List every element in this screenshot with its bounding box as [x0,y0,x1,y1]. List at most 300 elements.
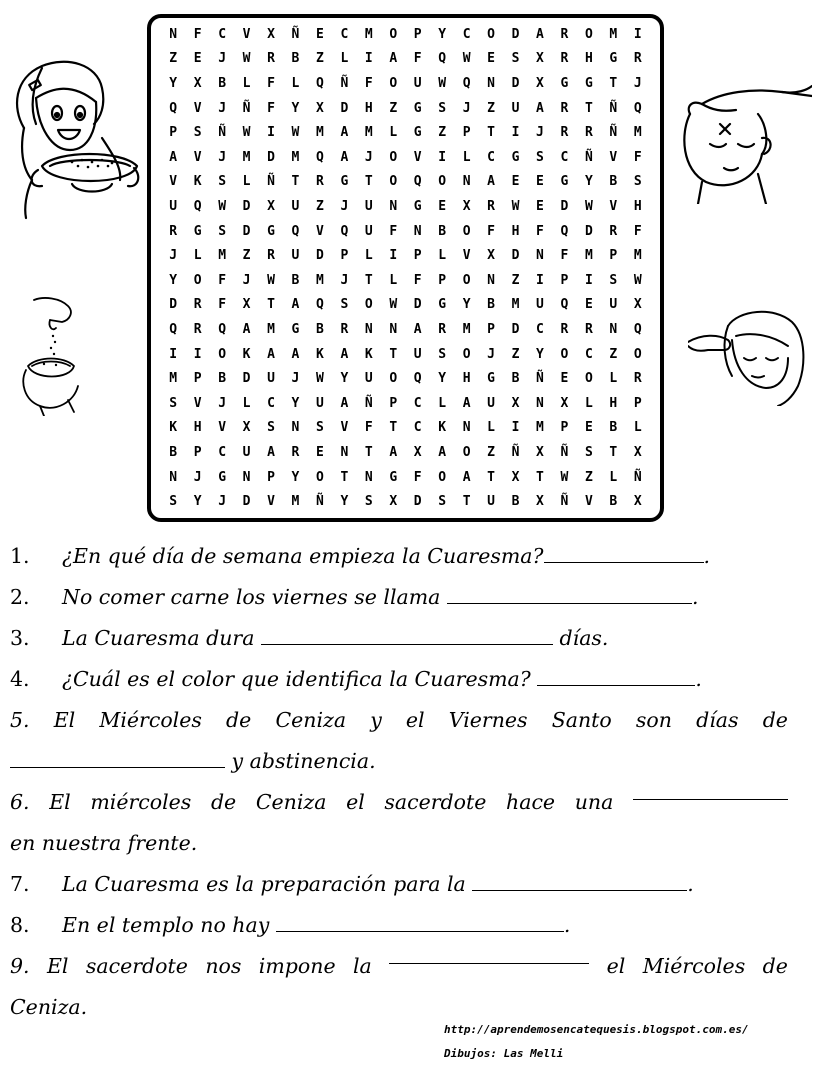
grid-letter[interactable]: V [193,100,202,116]
grid-letter[interactable]: Q [218,321,227,337]
grid-letter[interactable]: A [291,297,300,313]
grid-letter[interactable]: T [340,469,349,485]
grid-letter[interactable]: R [584,321,593,337]
grid-letter[interactable]: O [584,26,593,42]
grid-letter[interactable]: S [169,494,178,510]
grid-letter[interactable]: Ñ [291,26,300,42]
grid-letter[interactable]: D [511,75,520,91]
grid-letter[interactable]: Q [316,149,324,165]
grid-letter[interactable]: N [169,26,178,42]
grid-letter[interactable]: G [413,125,422,141]
grid-letter[interactable]: U [364,223,373,239]
grid-letter[interactable]: F [364,420,373,436]
grid-letter[interactable]: E [316,26,324,42]
grid-letter[interactable]: O [633,346,642,362]
grid-letter[interactable]: N [462,174,471,190]
grid-letter[interactable]: U [511,100,520,116]
grid-letter[interactable]: K [242,346,251,362]
grid-letter[interactable]: N [487,75,495,91]
grid-letter[interactable]: F [193,26,202,42]
grid-letter[interactable]: U [609,297,618,313]
grid-letter[interactable]: M [169,371,178,387]
grid-letter[interactable]: U [364,198,373,214]
grid-letter[interactable]: U [291,198,300,214]
grid-letter[interactable]: I [389,248,398,264]
grid-letter[interactable]: P [462,125,471,141]
grid-letter[interactable]: F [633,223,642,239]
grid-letter[interactable]: O [462,444,471,460]
grid-letter[interactable]: W [242,51,251,67]
grid-letter[interactable]: J [340,198,349,214]
grid-letter[interactable]: A [267,444,275,460]
grid-letter[interactable]: U [536,297,544,313]
grid-letter[interactable]: D [584,223,593,239]
grid-letter[interactable]: C [536,321,544,337]
grid-letter[interactable]: F [389,223,398,239]
grid-letter[interactable]: Z [511,346,520,362]
grid-letter[interactable]: O [462,272,471,288]
grid-letter[interactable]: N [389,198,398,214]
grid-letter[interactable]: S [267,420,275,436]
grid-letter[interactable]: C [340,26,349,42]
grid-letter[interactable]: X [487,248,495,264]
grid-letter[interactable]: G [267,223,275,239]
grid-letter[interactable]: X [536,444,544,460]
grid-letter[interactable]: H [511,223,520,239]
grid-letter[interactable]: M [633,248,642,264]
grid-letter[interactable]: Ñ [511,444,520,460]
grid-letter[interactable]: R [560,321,569,337]
grid-letter[interactable]: Ñ [242,100,251,116]
grid-letter[interactable]: H [462,371,471,387]
grid-letter[interactable]: L [389,272,398,288]
grid-letter[interactable]: Ñ [364,395,373,411]
answer-blank[interactable] [276,914,564,932]
grid-letter[interactable]: O [584,371,593,387]
grid-letter[interactable]: M [267,321,275,337]
grid-letter[interactable]: E [536,198,544,214]
grid-letter[interactable]: W [242,125,251,141]
grid-letter[interactable]: B [609,420,618,436]
grid-letter[interactable]: U [487,395,495,411]
answer-blank[interactable] [447,586,692,604]
answer-blank[interactable] [389,946,589,964]
grid-letter[interactable]: W [633,272,642,288]
grid-letter[interactable]: X [536,51,544,67]
grid-letter[interactable]: A [413,321,422,337]
grid-letter[interactable]: S [609,272,618,288]
grid-letter[interactable]: N [487,272,495,288]
grid-letter[interactable]: W [438,75,447,91]
grid-letter[interactable]: X [462,198,471,214]
answer-blank[interactable] [633,782,788,800]
grid-letter[interactable]: Ñ [633,469,642,485]
grid-letter[interactable]: S [218,174,227,190]
grid-letter[interactable]: R [267,248,275,264]
grid-letter[interactable]: V [340,420,349,436]
grid-letter[interactable]: P [560,272,569,288]
grid-letter[interactable]: Y [462,297,471,313]
grid-letter[interactable]: Q [169,321,178,337]
grid-letter[interactable]: O [438,469,447,485]
grid-letter[interactable]: Q [438,51,447,67]
grid-letter[interactable]: U [242,444,251,460]
grid-letter[interactable]: R [438,321,447,337]
grid-letter[interactable]: G [389,469,398,485]
grid-letter[interactable]: L [340,51,349,67]
grid-letter[interactable]: E [487,51,495,67]
grid-letter[interactable]: J [169,248,178,264]
grid-letter[interactable]: S [364,494,373,510]
grid-letter[interactable]: J [340,272,349,288]
grid-letter[interactable]: Ñ [316,494,324,510]
grid-letter[interactable]: E [193,51,202,67]
grid-letter[interactable]: T [609,75,618,91]
grid-letter[interactable]: D [242,494,251,510]
grid-letter[interactable]: N [413,223,422,239]
grid-letter[interactable]: N [169,469,178,485]
grid-letter[interactable]: Q [316,297,324,313]
grid-letter[interactable]: Z [584,469,593,485]
grid-letter[interactable]: X [511,395,520,411]
grid-letter[interactable]: O [389,26,398,42]
grid-letter[interactable]: V [193,395,202,411]
grid-letter[interactable]: Y [340,371,349,387]
grid-letter[interactable]: A [536,26,544,42]
grid-letter[interactable]: Z [487,444,495,460]
grid-letter[interactable]: P [413,26,422,42]
grid-letter[interactable]: F [633,149,642,165]
grid-letter[interactable]: X [413,444,422,460]
grid-letter[interactable]: C [584,346,593,362]
grid-letter[interactable]: L [633,420,642,436]
grid-letter[interactable]: M [536,420,544,436]
grid-letter[interactable]: G [340,174,349,190]
grid-letter[interactable]: O [389,75,398,91]
grid-letter[interactable]: A [242,321,251,337]
grid-letter[interactable]: F [218,272,227,288]
grid-letter[interactable]: W [316,371,324,387]
grid-letter[interactable]: B [609,494,618,510]
grid-letter[interactable]: U [364,371,373,387]
grid-letter[interactable]: Q [316,75,324,91]
grid-letter[interactable]: W [267,272,275,288]
grid-letter[interactable]: Q [633,100,642,116]
grid-letter[interactable]: E [584,420,593,436]
grid-letter[interactable]: G [609,51,618,67]
grid-letter[interactable]: X [633,297,642,313]
grid-letter[interactable]: F [413,272,422,288]
grid-letter[interactable]: G [584,75,593,91]
grid-letter[interactable]: T [364,444,373,460]
grid-letter[interactable]: L [242,395,251,411]
grid-letter[interactable]: W [560,469,569,485]
grid-letter[interactable]: X [242,297,251,313]
grid-letter[interactable]: R [193,321,202,337]
grid-letter[interactable]: U [413,346,422,362]
grid-letter[interactable]: D [267,149,275,165]
grid-letter[interactable]: V [169,174,178,190]
grid-letter[interactable]: J [487,346,495,362]
grid-letter[interactable]: J [536,125,544,141]
grid-letter[interactable]: O [560,346,569,362]
grid-letter[interactable]: B [511,371,520,387]
grid-letter[interactable]: P [169,125,178,141]
grid-letter[interactable]: P [413,248,422,264]
grid-letter[interactable]: S [584,444,593,460]
grid-letter[interactable]: A [487,174,495,190]
grid-letter[interactable]: X [560,395,569,411]
grid-letter[interactable]: G [560,174,569,190]
grid-letter[interactable]: U [291,248,300,264]
grid-letter[interactable]: W [389,297,398,313]
grid-letter[interactable]: O [389,371,398,387]
grid-letter[interactable]: E [560,371,569,387]
grid-letter[interactable]: L [487,420,495,436]
grid-letter[interactable]: J [193,469,202,485]
grid-letter[interactable]: A [340,395,349,411]
grid-letter[interactable]: Y [438,371,447,387]
grid-letter[interactable]: H [633,198,642,214]
grid-letter[interactable]: Y [536,346,544,362]
grid-letter[interactable]: U [316,395,324,411]
grid-letter[interactable]: B [291,51,300,67]
grid-letter[interactable]: W [462,51,471,67]
grid-letter[interactable]: O [389,149,398,165]
grid-letter[interactable]: L [291,75,300,91]
grid-letter[interactable]: M [218,248,227,264]
grid-letter[interactable]: Y [291,100,300,116]
grid-letter[interactable]: B [291,272,300,288]
grid-letter[interactable]: T [584,100,593,116]
grid-letter[interactable]: P [267,469,275,485]
grid-letter[interactable]: Z [169,51,178,67]
grid-letter[interactable]: Z [609,346,618,362]
grid-letter[interactable]: W [511,198,520,214]
grid-letter[interactable]: G [438,297,447,313]
grid-letter[interactable]: J [218,494,227,510]
grid-letter[interactable]: E [316,444,324,460]
grid-letter[interactable]: F [413,51,422,67]
grid-letter[interactable]: C [218,26,227,42]
grid-letter[interactable]: R [487,198,495,214]
grid-letter[interactable]: S [438,346,447,362]
grid-letter[interactable]: I [438,149,447,165]
grid-letter[interactable]: A [389,51,398,67]
grid-letter[interactable]: H [609,395,618,411]
grid-letter[interactable]: Ñ [560,494,569,510]
grid-letter[interactable]: C [413,420,422,436]
grid-letter[interactable]: P [193,371,202,387]
grid-letter[interactable]: H [193,420,202,436]
grid-letter[interactable]: A [462,395,471,411]
grid-letter[interactable]: Q [291,223,300,239]
grid-letter[interactable]: L [364,248,373,264]
grid-letter[interactable]: Q [560,297,569,313]
grid-letter[interactable]: M [242,149,251,165]
grid-letter[interactable]: I [267,125,275,141]
grid-letter[interactable]: O [218,346,227,362]
grid-letter[interactable]: M [609,26,618,42]
grid-letter[interactable]: R [193,297,202,313]
grid-letter[interactable]: O [316,469,324,485]
grid-letter[interactable]: R [633,51,642,67]
grid-letter[interactable]: T [609,444,618,460]
answer-blank[interactable] [472,873,687,891]
grid-letter[interactable]: B [218,371,227,387]
grid-letter[interactable]: O [462,346,471,362]
grid-letter[interactable]: M [584,248,593,264]
grid-letter[interactable]: L [462,149,471,165]
grid-letter[interactable]: E [511,174,520,190]
grid-letter[interactable]: A [462,469,471,485]
grid-letter[interactable]: V [462,248,471,264]
grid-letter[interactable]: S [633,174,642,190]
grid-letter[interactable]: O [389,174,398,190]
grid-letter[interactable]: N [389,321,398,337]
grid-letter[interactable]: R [609,223,618,239]
grid-letter[interactable]: J [462,100,471,116]
grid-letter[interactable]: F [218,297,227,313]
grid-letter[interactable]: E [438,198,447,214]
grid-letter[interactable]: O [462,223,471,239]
grid-letter[interactable]: T [267,297,275,313]
grid-letter[interactable]: L [584,395,593,411]
grid-letter[interactable]: V [218,420,227,436]
grid-letter[interactable]: L [609,371,618,387]
grid-letter[interactable]: A [340,125,349,141]
grid-letter[interactable]: F [267,75,275,91]
grid-letter[interactable]: V [242,26,251,42]
grid-letter[interactable]: V [609,149,618,165]
grid-letter[interactable]: U [487,494,495,510]
grid-letter[interactable]: Z [487,100,495,116]
grid-letter[interactable]: S [218,223,227,239]
grid-letter[interactable]: R [316,174,324,190]
grid-letter[interactable]: A [267,346,275,362]
grid-letter[interactable]: X [242,420,251,436]
grid-letter[interactable]: G [560,75,569,91]
grid-letter[interactable]: E [536,174,544,190]
grid-letter[interactable]: A [340,346,349,362]
grid-letter[interactable]: H [364,100,373,116]
grid-letter[interactable]: D [511,321,520,337]
grid-letter[interactable]: J [633,75,642,91]
grid-letter[interactable]: O [438,174,447,190]
grid-letter[interactable]: M [316,272,324,288]
grid-letter[interactable]: T [536,469,544,485]
grid-letter[interactable]: W [291,125,300,141]
grid-letter[interactable]: Y [291,395,300,411]
grid-letter[interactable]: T [364,174,373,190]
grid-letter[interactable]: Ñ [218,125,227,141]
grid-letter[interactable]: P [340,248,349,264]
grid-letter[interactable]: P [633,395,642,411]
grid-letter[interactable]: I [364,51,373,67]
grid-letter[interactable]: F [267,100,275,116]
grid-letter[interactable]: V [413,149,422,165]
grid-letter[interactable]: D [511,248,520,264]
grid-letter[interactable]: M [364,26,373,42]
grid-letter[interactable]: P [560,420,569,436]
grid-letter[interactable]: D [242,371,251,387]
source-url-link[interactable]: http://aprendemosencatequesis.blogspot.com.es/ [444,1023,749,1036]
grid-letter[interactable]: F [413,469,422,485]
grid-letter[interactable]: Z [316,198,324,214]
grid-letter[interactable]: O [193,272,202,288]
grid-letter[interactable]: V [193,149,202,165]
grid-letter[interactable]: T [389,346,398,362]
grid-letter[interactable]: O [487,26,495,42]
grid-letter[interactable]: M [291,494,300,510]
grid-letter[interactable]: J [218,51,227,67]
grid-letter[interactable]: L [389,125,398,141]
grid-letter[interactable]: N [291,420,300,436]
grid-letter[interactable]: R [633,371,642,387]
grid-letter[interactable]: Q [169,100,178,116]
grid-letter[interactable]: R [169,223,178,239]
grid-letter[interactable]: U [267,371,275,387]
grid-letter[interactable]: Ñ [584,149,593,165]
grid-letter[interactable]: L [609,469,618,485]
grid-letter[interactable]: Z [316,51,324,67]
grid-letter[interactable]: C [560,149,569,165]
grid-letter[interactable]: O [364,297,373,313]
grid-letter[interactable]: B [316,321,324,337]
grid-letter[interactable]: L [438,248,447,264]
grid-letter[interactable]: Ñ [536,371,544,387]
grid-letter[interactable]: D [413,297,422,313]
grid-letter[interactable]: S [316,420,324,436]
grid-letter[interactable]: D [560,198,569,214]
grid-letter[interactable]: W [218,198,227,214]
grid-letter[interactable]: Y [291,469,300,485]
grid-letter[interactable]: Y [340,494,349,510]
grid-letter[interactable]: T [291,174,300,190]
grid-letter[interactable]: R [560,26,569,42]
grid-letter[interactable]: L [193,248,202,264]
grid-letter[interactable]: G [218,469,227,485]
grid-letter[interactable]: P [389,395,398,411]
grid-letter[interactable]: X [389,494,398,510]
grid-letter[interactable]: Q [633,321,642,337]
grid-letter[interactable]: X [316,100,324,116]
answer-blank[interactable] [537,668,695,686]
grid-letter[interactable]: V [609,198,618,214]
grid-letter[interactable]: J [242,272,251,288]
grid-letter[interactable]: T [364,272,373,288]
grid-letter[interactable]: Ñ [340,75,349,91]
grid-letter[interactable]: I [169,346,178,362]
grid-letter[interactable]: N [609,321,618,337]
grid-letter[interactable]: V [584,494,593,510]
grid-letter[interactable]: I [584,272,593,288]
grid-letter[interactable]: A [291,346,300,362]
grid-letter[interactable]: M [364,125,373,141]
grid-letter[interactable]: T [389,420,398,436]
grid-letter[interactable]: P [193,444,202,460]
grid-letter[interactable]: D [169,297,178,313]
grid-letter[interactable]: N [340,444,349,460]
grid-letter[interactable]: M [316,125,324,141]
grid-letter[interactable]: X [193,75,202,91]
grid-letter[interactable]: Q [462,75,471,91]
grid-letter[interactable]: X [536,75,544,91]
grid-letter[interactable]: B [487,297,495,313]
grid-letter[interactable]: N [364,469,373,485]
grid-letter[interactable]: L [242,174,251,190]
grid-letter[interactable]: I [633,26,642,42]
